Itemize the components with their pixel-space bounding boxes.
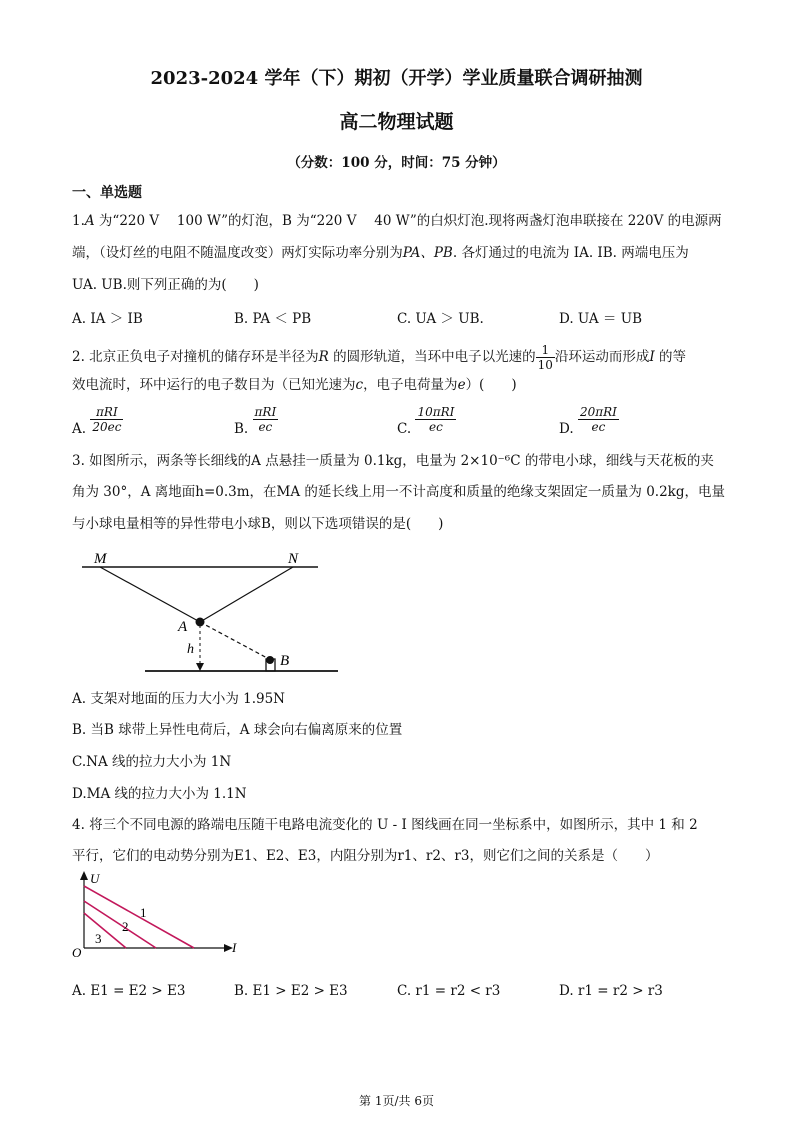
q4-line2: 平行，它们的电动势分别为E1、E2、E3，内阻分别为r1、r2、r3，则它们之间的关系是（ ） bbox=[72, 848, 659, 864]
q2-option-c: C. $\frac{\text{10πRI}}{ec}$ bbox=[397, 405, 455, 437]
q2-line2: 效电流时，环中运行的电子数目为（已知光速为c，电子电荷量为e）( ) bbox=[72, 377, 517, 393]
section-heading: 一、单选题 bbox=[72, 185, 142, 201]
exam-meta: （分数：100 分，时间：75 分钟） bbox=[287, 155, 506, 171]
label-n: N bbox=[288, 551, 299, 567]
q1-line1: 1.A 为“220 V 100 W”的灯泡，B 为“220 V 40 W”的白炽灯泡.现将两盏灯泡串联接在 220V 的电源两 bbox=[72, 213, 722, 229]
u-axis-arrow-icon bbox=[80, 871, 88, 880]
thread-na bbox=[200, 567, 293, 622]
label-h: h bbox=[187, 642, 194, 657]
line-3 bbox=[84, 913, 126, 948]
q4-option-a: A. E1 = E2 > E3 bbox=[72, 983, 186, 999]
q4-figure bbox=[70, 868, 250, 963]
origin-label: O bbox=[72, 945, 82, 960]
q3-option-a: A. 支架对地面的压力大小为 1.95N bbox=[72, 691, 285, 707]
q3-option-c: C.NA 线的拉力大小为 1N bbox=[72, 754, 232, 770]
q1-option-b: B. PA ＜ PB bbox=[234, 311, 312, 327]
thread-ma bbox=[100, 567, 200, 622]
q1-option-c: C. UA ＞ UB. bbox=[397, 311, 484, 327]
exam-title: 2023-2024 学年（下）期初（开学）学业质量联合调研抽测 bbox=[150, 68, 643, 89]
q4-option-d: D. r1 = r2 > r3 bbox=[559, 983, 663, 999]
q2-option-b: B. $\frac{\text{πRI}}{ec}$ bbox=[234, 405, 277, 437]
page-number: 第 1页/共 6页 bbox=[359, 1094, 434, 1108]
label-m: M bbox=[94, 551, 107, 567]
q4-option-b: B. E1 > E2 > E3 bbox=[234, 983, 348, 999]
q1-line2: 端，（设灯丝的电阻不随温度改变）两灯实际功率分别为PA、PB. 各灯通过的电流为 IA. IB. 两端电压为 bbox=[72, 245, 689, 261]
q3-figure bbox=[70, 545, 360, 680]
q1-option-d: D. UA ＝ UB bbox=[559, 311, 643, 327]
label-a: A bbox=[178, 619, 188, 635]
line-label-2: 2 bbox=[122, 919, 129, 934]
q3-line2: 角为 30°，A 离地面h=0.3m，在MA 的延长线上用一不计高度和质量的绝缘支架固定一质量为 0.2kg，电量 bbox=[72, 484, 725, 500]
ball-a bbox=[196, 618, 205, 627]
q2-option-a: A. $\frac{\text{πRI}}{20ec}$ bbox=[72, 405, 122, 437]
arrow-head-icon bbox=[196, 663, 204, 671]
q3-option-d: D.MA 线的拉力大小为 1.1N bbox=[72, 786, 247, 802]
ball-b bbox=[266, 656, 274, 664]
q3-line3: 与小球电量相等的异性带电小球B，则以下选项错误的是( ) bbox=[72, 516, 444, 532]
axis-label-u: U bbox=[90, 871, 100, 886]
fraction-one-tenth: $\frac{1}{10}$ bbox=[537, 343, 553, 372]
q4-line1: 4. 将三个不同电源的路端电压随干电路电流变化的 U - I 图线画在同一坐标系中，如图所示，其中 1 和 2 bbox=[72, 817, 698, 833]
line-label-3: 3 bbox=[95, 931, 102, 946]
label-b: B bbox=[280, 653, 290, 669]
q2-option-d: D. $\frac{\text{20πRI}}{ec}$ bbox=[559, 405, 617, 437]
exam-subtitle: 高二物理试题 bbox=[339, 111, 454, 133]
q3-line1: 3. 如图所示，两条等长细线的A 点悬挂一质量为 0.1kg，电量为 2×10⁻⁶C 的带电小球，细线与天花板的夹 bbox=[72, 453, 714, 469]
axis-label-i: I bbox=[232, 940, 237, 955]
q1-line3: UA. UB.则下列正确的为( ) bbox=[72, 277, 259, 293]
extension-line bbox=[200, 622, 269, 659]
q3-option-b: B. 当B 球带上异性电荷后，A 球会向右偏离原来的位置 bbox=[72, 722, 403, 738]
q1-option-a: A. IA ＞ IB bbox=[72, 311, 143, 327]
q4-option-c: C. r1 = r2 < r3 bbox=[397, 983, 501, 999]
q2-line1: 2. 北京正负电子对撞机的储存环是半径为R 的圆形轨道，当环中电子以光速的 $\frac{1}{10}$ 沿环运动而形成I 的等 bbox=[72, 343, 687, 372]
line-label-1: 1 bbox=[140, 905, 147, 920]
